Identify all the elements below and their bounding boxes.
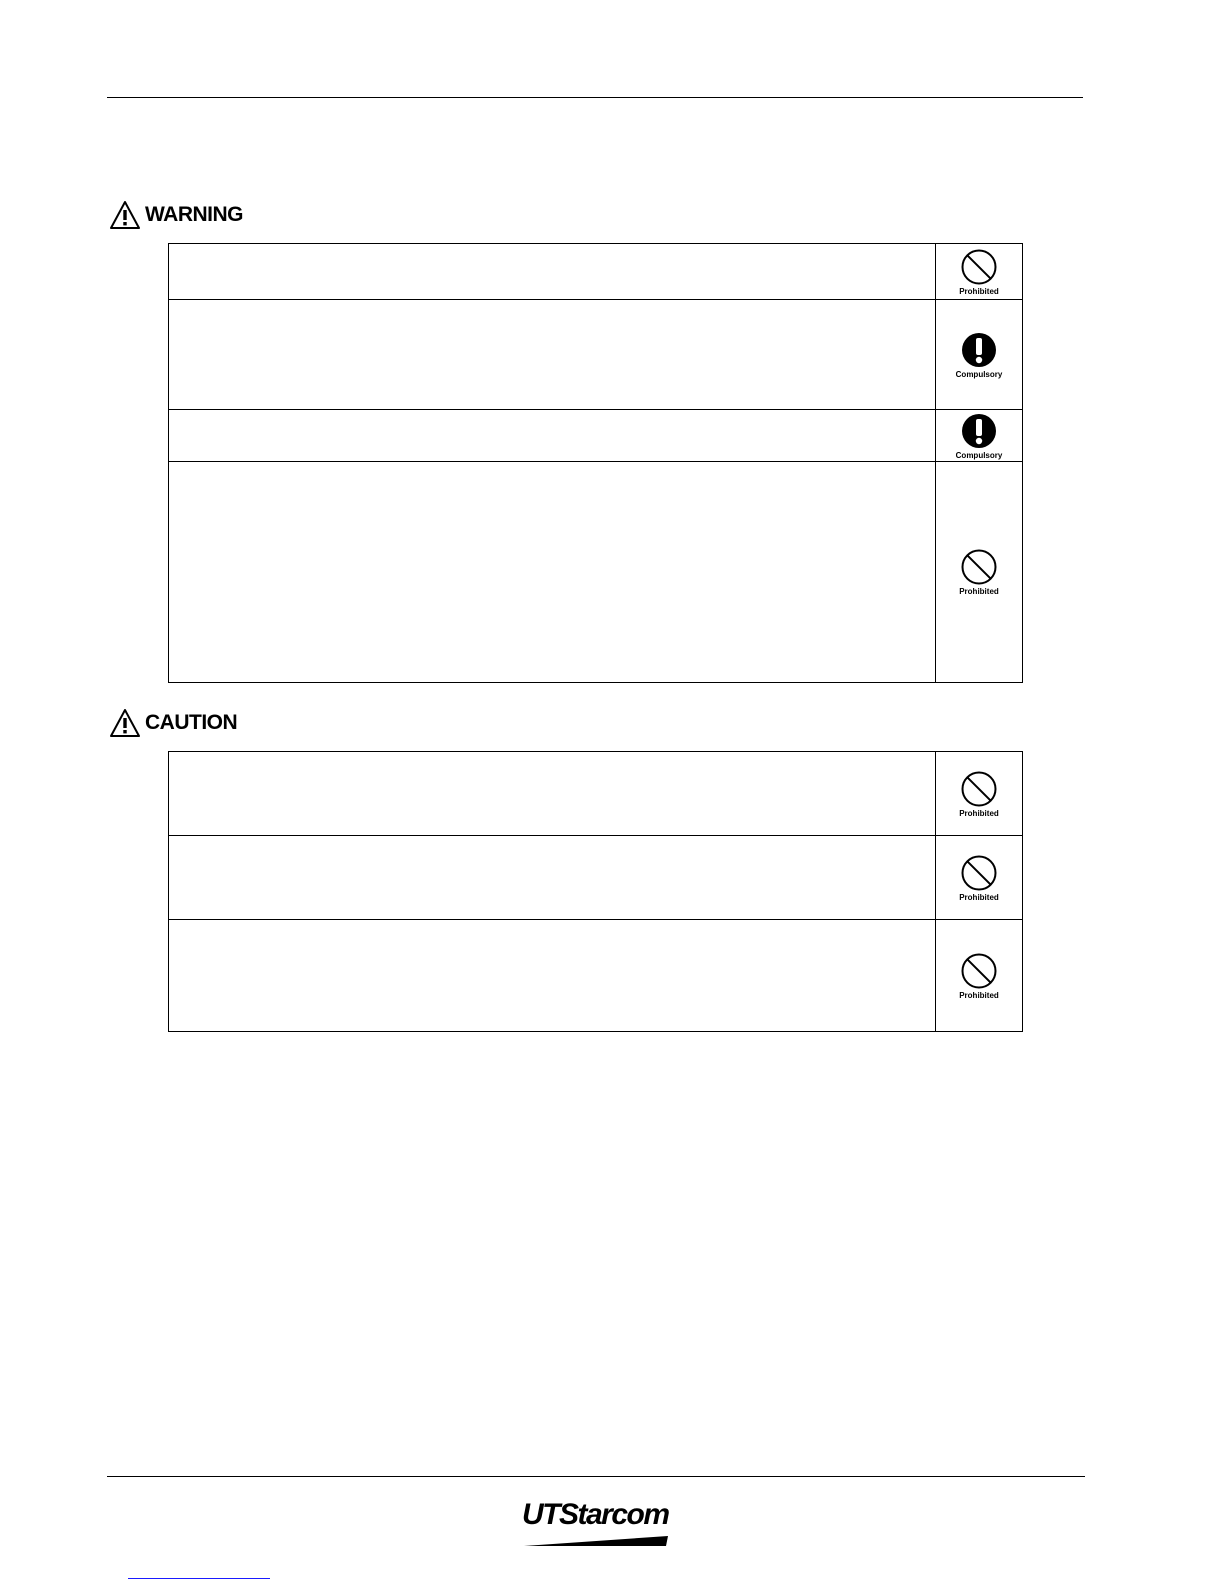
warning-row-text xyxy=(169,462,936,683)
caution-heading xyxy=(109,707,237,739)
caution-triangle-icon xyxy=(109,708,141,738)
utstarcom-logo xyxy=(522,1498,672,1558)
compulsory-label: Compulsory xyxy=(955,450,1003,460)
logo-swoosh-icon xyxy=(522,1534,672,1548)
warning-row xyxy=(169,410,1023,462)
caution-row-text xyxy=(169,836,936,920)
warning-row-symbol xyxy=(936,244,1023,300)
prohibited-label: Prohibited xyxy=(959,892,999,902)
prohibited-label: Prohibited xyxy=(959,587,999,596)
caution-row xyxy=(169,920,1023,1032)
logo-text: UTStarcom xyxy=(522,1498,669,1531)
caution-row xyxy=(169,836,1023,920)
warning-row-symbol xyxy=(936,462,1023,683)
prohibited-icon xyxy=(960,548,998,586)
prohibited-label: Prohibited xyxy=(959,286,999,296)
warning-row xyxy=(169,244,1023,300)
footer-rule xyxy=(107,1476,1085,1477)
warning-row-text xyxy=(169,410,936,462)
warning-table xyxy=(168,243,1023,683)
page-link-underline[interactable] xyxy=(128,1578,270,1579)
compulsory-icon xyxy=(960,412,998,450)
compulsory-label: Compulsory xyxy=(955,369,1003,379)
warning-row-text xyxy=(169,300,936,410)
caution-row-symbol xyxy=(936,920,1023,1032)
compulsory-icon xyxy=(960,331,998,369)
caution-table xyxy=(168,751,1023,1032)
warning-row xyxy=(169,462,1023,683)
prohibited-icon xyxy=(960,770,998,808)
caution-row-text xyxy=(169,920,936,1032)
caution-row-symbol xyxy=(936,752,1023,836)
warning-row-symbol xyxy=(936,300,1023,410)
header-rule xyxy=(107,97,1083,98)
prohibited-icon xyxy=(960,248,998,286)
warning-heading xyxy=(109,199,243,231)
caution-row-symbol xyxy=(936,836,1023,920)
prohibited-icon xyxy=(960,854,998,892)
prohibited-label: Prohibited xyxy=(959,990,999,1000)
warning-label: WARNING xyxy=(145,203,243,226)
warning-row-symbol xyxy=(936,410,1023,462)
caution-row-text xyxy=(169,752,936,836)
warning-row xyxy=(169,300,1023,410)
caution-row xyxy=(169,752,1023,836)
prohibited-icon xyxy=(960,952,998,990)
warning-row-text xyxy=(169,244,936,300)
warning-triangle-icon xyxy=(109,200,141,230)
caution-label: CAUTION xyxy=(145,711,238,734)
prohibited-label: Prohibited xyxy=(959,808,999,818)
